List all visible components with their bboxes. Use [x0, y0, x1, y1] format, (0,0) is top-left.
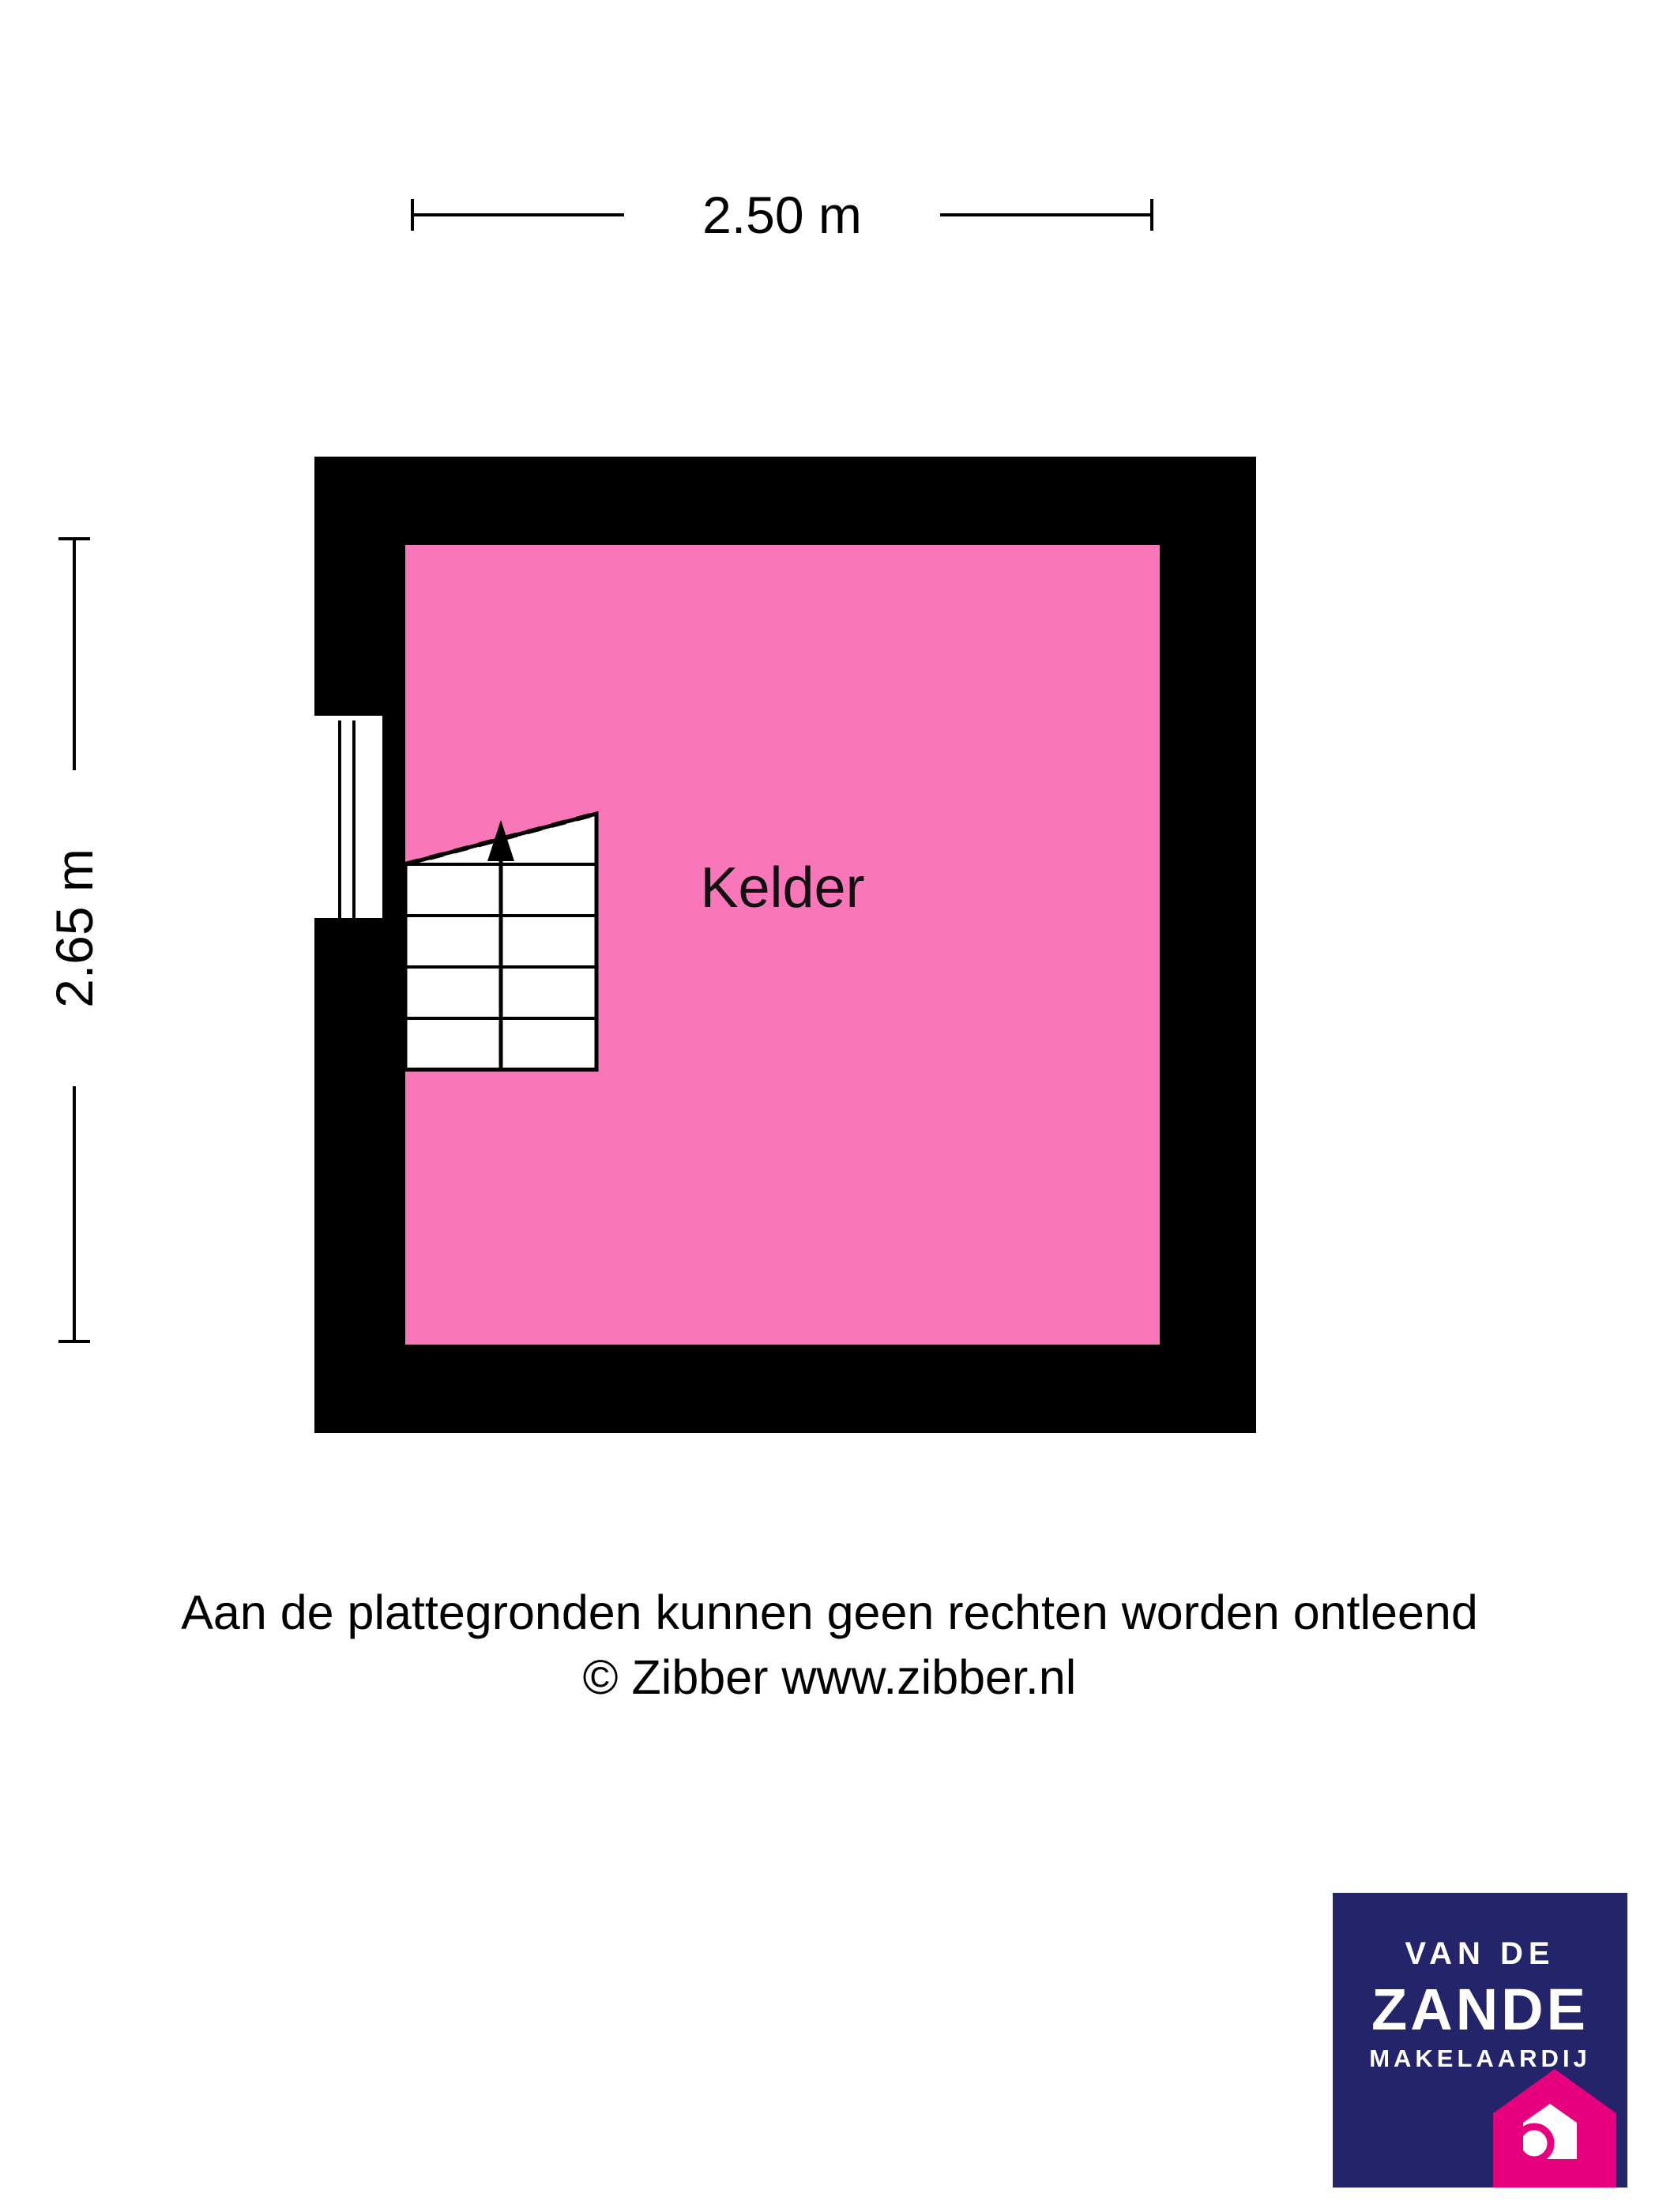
dimension-width-cap-right [1150, 199, 1153, 231]
window-icon [314, 711, 382, 923]
room-label-kelder: Kelder [700, 856, 865, 920]
disclaimer-line-1: Aan de plattegronden kunnen geen rechten worden ontleend [181, 1586, 1478, 1639]
logo-line-1: VAN DE [1405, 1936, 1556, 1971]
dimension-height-label: 2.65 m [31, 770, 118, 1086]
dimension-height-cap-bottom [58, 1340, 90, 1343]
disclaimer-line-2: © Zibber www.zibber.nl [582, 1650, 1077, 1704]
house-magnifier-icon [1462, 2041, 1627, 2188]
logo-line-2: ZANDE [1371, 1977, 1589, 2042]
floor-plan [314, 457, 1256, 1433]
dimension-height [32, 537, 142, 1343]
dimension-width [411, 182, 1153, 261]
dimension-width-cap-left [411, 199, 414, 231]
dimension-height-cap-top [58, 537, 90, 540]
dimension-width-label: 2.50 m [624, 182, 940, 248]
disclaimer [0, 1580, 1659, 1710]
agency-logo [1333, 1893, 1627, 2188]
logo-line-3: MAKELAARDIJ [1369, 2045, 1591, 2072]
window-pane [338, 720, 356, 918]
